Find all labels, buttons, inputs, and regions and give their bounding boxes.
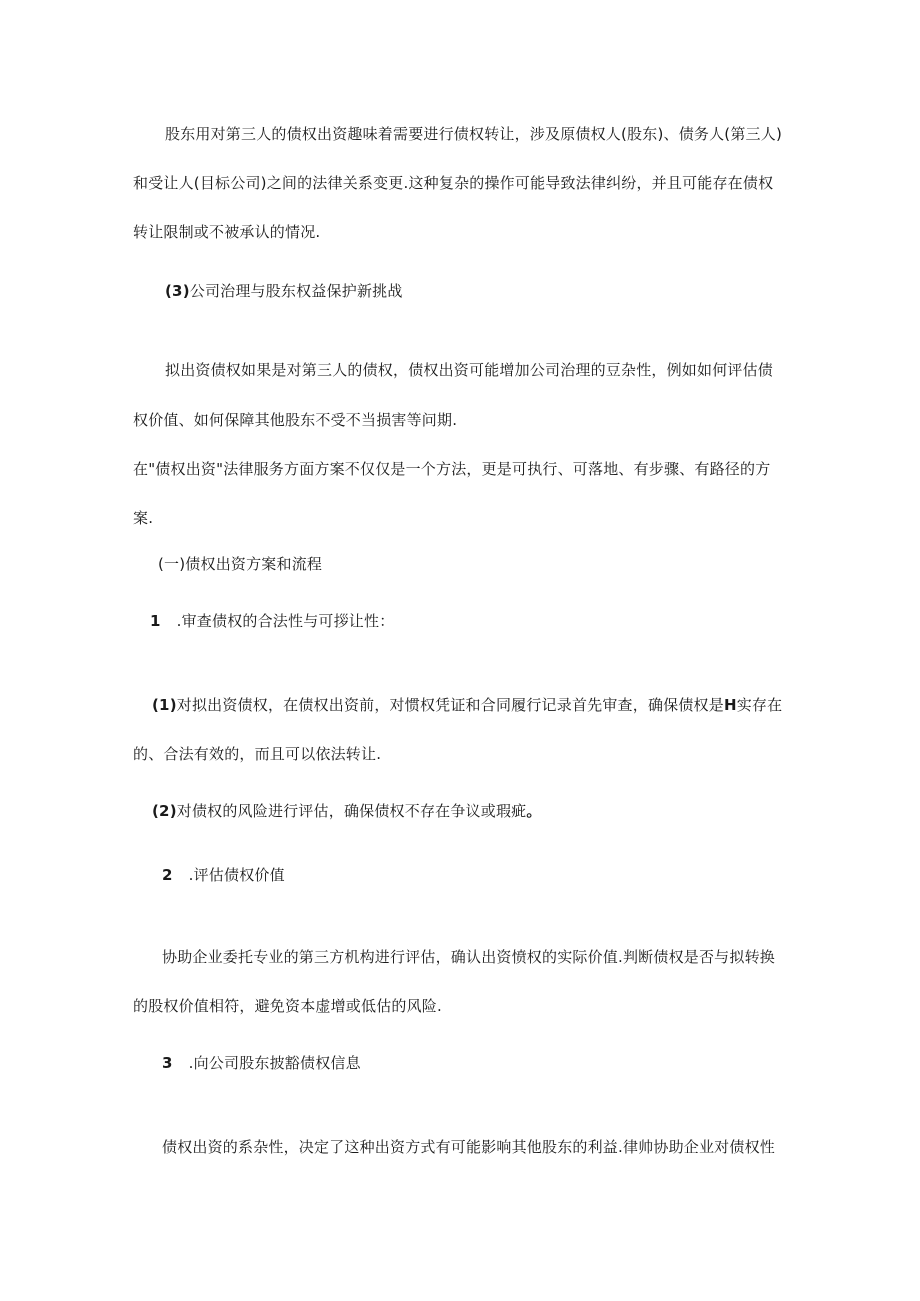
sub-item-1-line-2: 的、合法有效的，而且可以依法转让.: [133, 745, 382, 763]
list-item-1: [150, 611, 394, 631]
sub-item-1-text-end: 实存在: [736, 696, 783, 714]
paragraph-5-line-1: 债权出资的系杂性，决定了这种出资方式有可能影响其他股东的利益.律帅协助企业对债权性: [162, 1138, 775, 1156]
paragraph-4-line-2: 的股权价值相符，避免资本虚增或低估的风险.: [133, 997, 442, 1015]
list-item-3: [162, 1053, 361, 1073]
sub-item-1-text: 对拟出资债权，在债权出资前，对惯权凭证和合同履行记录首先审查，确保债权是: [176, 696, 724, 714]
paragraph-3-line-2: 案.: [133, 509, 154, 527]
heading-3-text: 公司治理与股东权益保护新挑战: [189, 282, 403, 300]
paragraph-1-line-2: 和受让人(目标公司)之间的法律关系变更.这种复杂的操作可能导致法律纠纷，并且可能存在债权: [133, 174, 774, 192]
sub-item-2-end: 。: [526, 802, 542, 820]
sub-item-1-bold-char: H: [723, 696, 737, 714]
paragraph-4-line-1: 协助企业委托专业的第三方机构进行评估，确认出资愤权的实际价值.判断债权是否与拟转换: [162, 948, 775, 966]
paragraph-1-line-1: 股东用对第三人的债权出资趣味着需要进行债权转让，涉及原债权人(股东)、债务人(第三人): [165, 125, 783, 143]
sub-item-2-number: (2): [152, 802, 177, 820]
paragraph-2-line-1: 拟出资债权如果是对第三人的债权，债权出资可能增加公司治理的豆杂性，例如如何评估债: [165, 361, 774, 379]
heading-3-number: (3): [165, 282, 190, 300]
list-item-2-number: 2: [162, 866, 173, 884]
paragraph-1-line-3: 转让限制或不被承认的情况.: [133, 223, 321, 241]
list-item-2: [162, 865, 285, 885]
list-item-3-text: .向公司股东披豁债权信息: [188, 1054, 361, 1072]
section-heading-1: (一)债权出资方案和流程: [158, 555, 323, 573]
sub-item-1-number: (1): [152, 696, 177, 714]
list-item-1-number: 1: [150, 612, 161, 630]
sub-item-2-text: 对债权的风险进行评估，确保债权不存在争议或瑕疵: [176, 802, 527, 820]
paragraph-2-line-2: 权价值、如何保障其他股东不受不当损害等问期.: [133, 411, 458, 429]
list-item-3-number: 3: [162, 1054, 173, 1072]
sub-item-2: [152, 801, 542, 821]
list-item-1-text: .审查债权的合法性与可拶让性：: [176, 612, 395, 630]
paragraph-3-line-1: 在"债权出资"法律服务方面方案不仅仅是一个方法，更是可执行、可落地、有步骤、有路径的方: [133, 460, 771, 478]
list-item-2-text: .评估债权价值: [188, 866, 285, 884]
heading-3: [165, 281, 403, 301]
sub-item-1-line-1: [152, 695, 782, 715]
